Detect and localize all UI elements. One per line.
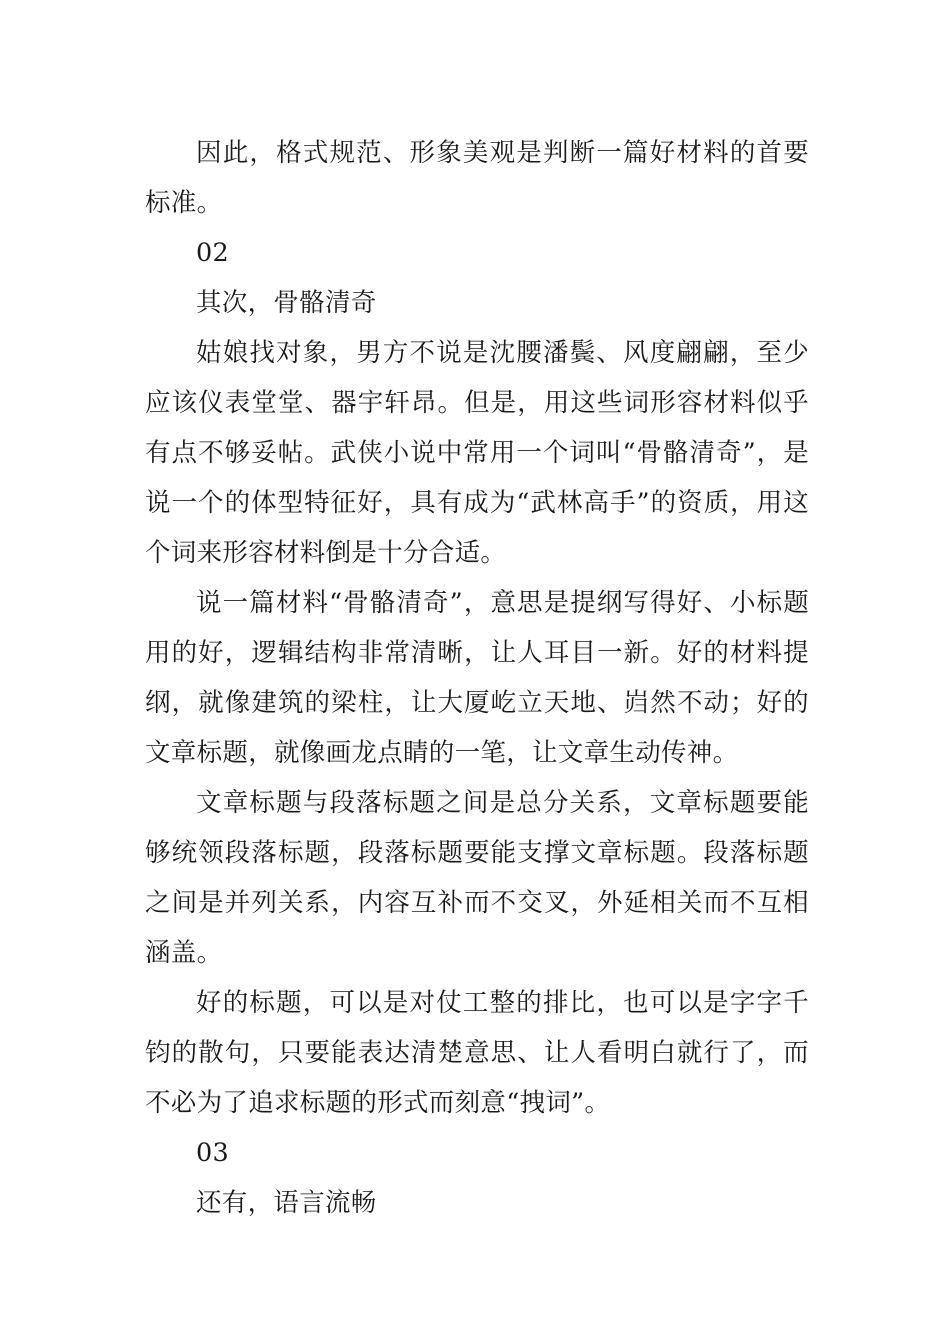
document-body bbox=[145, 128, 809, 1228]
section-heading-2: 其次，骨骼清奇 bbox=[196, 288, 377, 318]
paragraph-analogy: 姑娘找对象，男方不说是沈腰潘鬓、风度翩翩，至少应该仪表堂堂、器宇轩昂。但是，用这些词形容材料似乎有点不够妥帖。武侠小说中常用一个词叫“骨骼清奇”，是说一个的体型特征好，具有成为“武林高手”的资质，用这个词来形容材料倒是十分合适。 bbox=[145, 338, 809, 568]
section-number-03: 03 bbox=[196, 1138, 230, 1168]
paragraph-good-titles: 好的标题，可以是对仗工整的排比，也可以是字字千钧的散句，只要能表达清楚意思、让人看明白就行了，而不必为了追求标题的形式而刻意“拽词”。 bbox=[145, 988, 809, 1118]
paragraph-outline: 说一篇材料“骨骼清奇”，意思是提纲写得好、小标题用的好，逻辑结构非常清晰，让人耳目一新。好的材料提纲，就像建筑的梁柱，让大厦屹立天地、岿然不动；好的文章标题，就像画龙点睛的一笔，让文章生动传神。 bbox=[145, 588, 809, 768]
paragraph-title-relations: 文章标题与段落标题之间是总分关系，文章标题要能够统领段落标题，段落标题要能支撑文章标题。段落标题之间是并列关系，内容互补而不交叉，外延相关而不互相涵盖。 bbox=[145, 788, 809, 968]
section-number-02: 02 bbox=[196, 238, 230, 268]
paragraph-conclusion: 因此，格式规范、形象美观是判断一篇好材料的首要标准。 bbox=[145, 138, 809, 218]
section-heading-3: 还有，语言流畅 bbox=[196, 1188, 377, 1218]
